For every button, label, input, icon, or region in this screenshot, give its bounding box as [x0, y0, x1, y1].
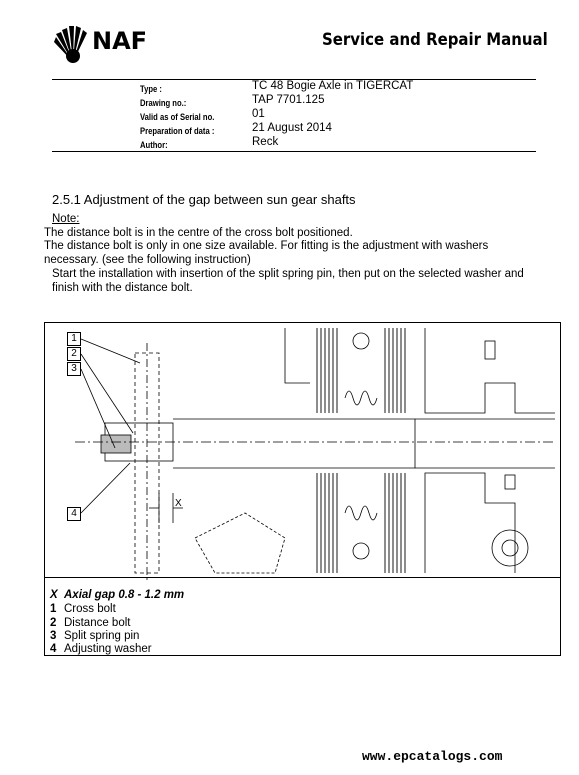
- paragraph-line: The distance bolt is in the centre of the cross bolt positioned.: [44, 227, 353, 239]
- caption-item: [50, 630, 139, 642]
- caption-divider: [45, 577, 560, 578]
- caption-item-num: 2: [50, 617, 57, 629]
- meta-type-label: Type :: [140, 84, 162, 94]
- caption-item-num: 3: [50, 630, 57, 642]
- meta-author-value: Reck: [252, 136, 279, 148]
- technical-drawing: [44, 322, 561, 656]
- section-heading: 2.5.1 Adjustment of the gap between sun gear shafts: [52, 192, 356, 207]
- note-label: Note:: [52, 213, 80, 225]
- naf-logo-icon: [52, 22, 94, 64]
- paragraph-line: Start the installation with insertion of the split spring pin, then put on the selected washer and: [52, 268, 524, 280]
- caption-x: [50, 589, 184, 601]
- meta-author-label: Author:: [140, 140, 168, 150]
- caption-item: [50, 617, 130, 629]
- caption-item-num: 1: [50, 603, 57, 615]
- meta-drawing-label: Drawing no.:: [140, 98, 187, 108]
- caption-item-num: 4: [50, 643, 57, 655]
- paragraph-line: necessary. (see the following instruction): [44, 254, 251, 266]
- header-rule-bottom: [52, 151, 536, 152]
- callout-1: 1: [67, 332, 81, 346]
- meta-serial-value: 01: [252, 108, 265, 120]
- caption-x-key: X: [50, 589, 58, 601]
- callout-2: 2: [67, 347, 81, 361]
- meta-drawing-value: TAP 7701.125: [252, 94, 325, 106]
- caption-item-text: Cross bolt: [64, 603, 116, 615]
- caption-item: [50, 603, 116, 615]
- callout-4: 4: [67, 507, 81, 521]
- caption-item-text: Distance bolt: [64, 617, 131, 629]
- callout-3: 3: [67, 362, 81, 376]
- meta-date-label: Preparation of data :: [140, 126, 215, 136]
- meta-date-value: 21 August 2014: [252, 122, 332, 134]
- caption-x-text: Axial gap 0.8 - 1.2 mm: [64, 589, 185, 601]
- gap-label: X: [175, 498, 182, 509]
- paragraph-line: The distance bolt is only in one size available. For fitting is the adjustment with washers: [44, 240, 489, 252]
- caption-item-text: Split spring pin: [64, 630, 140, 642]
- caption-item-text: Adjusting washer: [64, 643, 152, 655]
- footer-url: www.epcatalogs.com: [362, 749, 503, 764]
- meta-serial-label: Valid as of Serial no.: [140, 112, 215, 122]
- drawing-svg: [45, 323, 560, 655]
- caption-item: [50, 643, 152, 655]
- meta-type-value: TC 48 Bogie Axle in TIGERCAT: [252, 80, 414, 92]
- paragraph-line: finish with the distance bolt.: [52, 282, 193, 294]
- manual-title: Service and Repair Manual: [322, 30, 548, 50]
- logo-text: NAF: [92, 27, 148, 55]
